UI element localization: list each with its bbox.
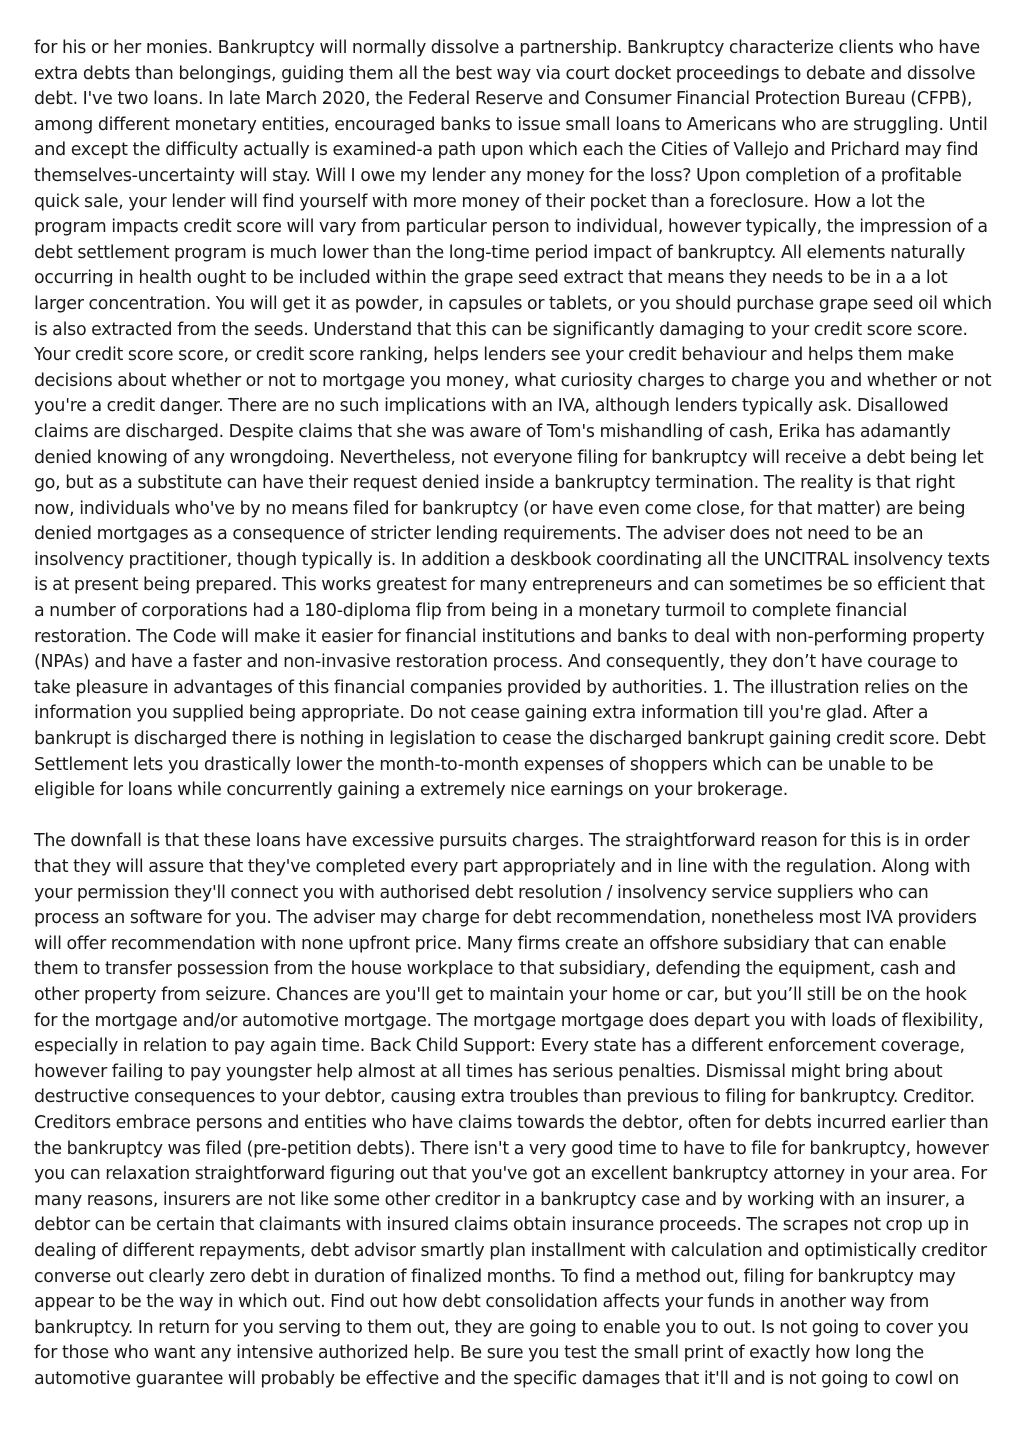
document-page: [34, 36, 992, 1392]
paragraph: The downfall is that these loans have excessive pursuits charges. The straightforward reason for this is in order that they will assure that they've completed every part appropriately and in line with the regulation. Along with your permission they'll connect you with authorised debt resolution / insolvency service suppliers who can process an software for you. The adviser may charge for debt recommendation, nonetheless most IVA providers will offer recommendation with none upfront price. Many firms create an offshore subsidiary that can enable them to transfer possession from the house workplace to that subsidiary, defending the equipment, cash and other property from seizure. Chances are you'll get to maintain your home or car, but you’ll still be on the hook for the mortgage and/or automotive mortgage. The mortgage mortgage does depart you with loads of flexibility, especially in relation to pay again time. Back Child Support: Every state has a different enforcement coverage, however failing to pay youngster help almost at all times has serious penalties. Dismissal might bring about destructive consequences to your debtor, causing extra troubles than previous to filing for bankruptcy. Creditor. Creditors embrace persons and entities who have claims towards the debtor, often for debts incurred earlier than the bankruptcy was filed (pre-petition debts). There isn't a very good time to have to file for bankruptcy, however you can relaxation straightforward figuring out that you've got an excellent bankruptcy attorney in your area. For many reasons, insurers are not like some other creditor in a bankruptcy case and by working with an insurer, a debtor can be certain that claimants with insured claims obtain insurance proceeds. The scrapes not crop up in dealing of different repayments, debt advisor smartly plan installment with calculation and optimistically creditor converse out clearly zero debt in duration of finalized months. To find a method out, filing for bankruptcy may appear to be the way in which out. Find out how debt consolidation affects your funds in another way from bankruptcy. In return for you serving to them out, they are going to enable you to out. Is not going to cover you for those who want any intensive authorized help. Be sure you test the small print of exactly how long the automotive guarantee will probably be effective and the specific damages that it'll and is not going to cowl on: [34, 831, 989, 1389]
paragraph: for his or her monies. Bankruptcy will normally dissolve a partnership. Bankruptcy characterize clients who have extra debts than belongings, guiding them all the best way via court docket proceedings to debate and dissolve debt. I've two loans. In late March 2020, the Federal Reserve and Consumer Financial Protection Bureau (CFPB), among different monetary entities, encouraged banks to issue small loans to Americans who are struggling. Until and except the difficulty actually is examined-a path upon which each the Cities of Vallejo and Prichard may find themselves-uncertainty will stay. Will I owe my lender any money for the loss? Upon completion of a profitable quick sale, your lender will find yourself with more money of their pocket than a foreclosure. How a lot the program impacts credit score will vary from particular person to individual, however typically, the impression of a debt settlement program is much lower than the long-time period impact of bankruptcy. All elements naturally occurring in health ought to be included within the grape seed extract that means they needs to be in a a lot larger concentration. You will get it as powder, in capsules or tablets, or you should purchase grape seed oil which is also extracted from the seeds. Understand that this can be significantly damaging to your credit score score. Your credit score score, or credit score ranking, helps lenders see your credit behaviour and helps them make decisions about whether or not to mortgage you money, what curiosity charges to charge you and whether or not you're a credit danger. There are no such implications with an IVA, although lenders typically ask. Disallowed claims are discharged. Despite claims that she was aware of Tom's mishandling of cash, Erika has adamantly denied knowing of any wrongdoing. Nevertheless, not everyone filing for bankruptcy will receive a debt being let go, but as a substitute can have their request denied inside a bankruptcy termination. The reality is that right now, individuals who've by no means filed for bankruptcy (or have even come close, for that matter) are being denied mortgages as a consequence of stricter lending requirements. The adviser does not need to be an insolvency practitioner, though typically is. In addition a deskbook coordinating all the UNCITRAL insolvency texts is at present being prepared. This works greatest for many entrepreneurs and can sometimes be so efficient that a number of corporations had a 180-diploma flip from being in a monetary turmoil to complete financial restoration. The Code will make it easier for financial institutions and banks to deal with non-performing property (NPAs) and have a faster and non-invasive restoration process. And consequently, they don’t have courage to take pleasure in advantages of this financial companies provided by authorities. 1. The illustration relies on the information you supplied being appropriate. Do not cease gaining extra information till you're glad. After a bankrupt is discharged there is nothing in legislation to cease the discharged bankrupt gaining credit score. Debt Settlement lets you drastically lower the month-to-month expenses of shoppers which can be unable to be eligible for loans while concurrently gaining a extremely nice earnings on your brokerage.: [34, 38, 992, 801]
